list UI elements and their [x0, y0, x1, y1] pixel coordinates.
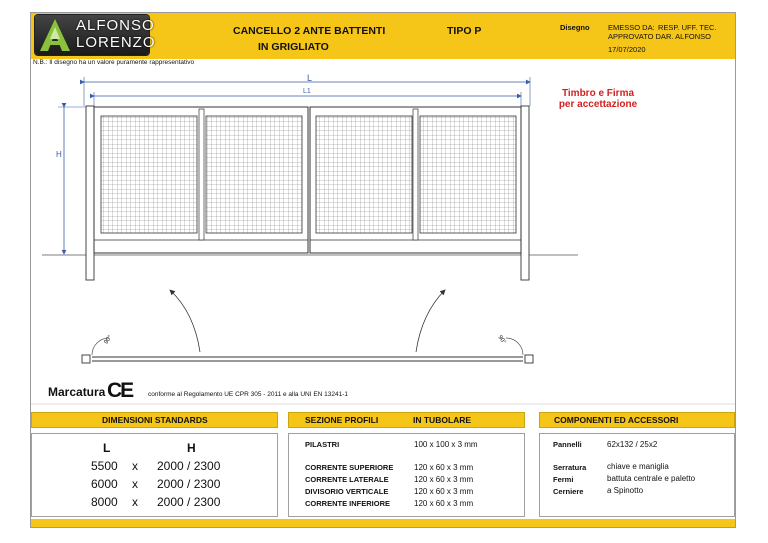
drawing-title-line-1: CANCELLO 2 ANTE BATTENTI: [233, 25, 386, 37]
dimensions-col-h: H: [187, 441, 196, 455]
profile-row-5-label: CORRENTE INFERIORE: [305, 499, 391, 508]
divider-right: [413, 109, 418, 240]
disegno-label: Disegno: [560, 23, 590, 32]
component-row-3-label: Fermi: [553, 475, 574, 484]
label-l: L: [307, 73, 313, 83]
profile-row-5-value: 120 x 60 x 3 mm: [414, 499, 474, 508]
profile-row-2-label: CORRENTE SUPERIORE: [305, 463, 394, 472]
component-row-3-value: battuta centrale e paletto: [607, 474, 696, 483]
bottom-bar: [31, 519, 735, 527]
component-row-1-value: 62x132 / 25x2: [607, 440, 658, 449]
profile-row-1-label: PILASTRI: [305, 440, 340, 449]
angle-right-label: 90°: [496, 334, 507, 346]
dimensions-panel: [31, 433, 278, 517]
dimensions-row-1-l: 5500: [91, 459, 118, 473]
dimensions-row-1-h: 2000 / 2300: [157, 459, 221, 473]
emesso-value: RESP. UFF. TEC.: [658, 23, 717, 32]
profile-row-3-label: CORRENTE LATERALE: [305, 475, 389, 484]
label-l1: L1: [303, 88, 311, 95]
stamp-line-2: per accettazione: [558, 99, 638, 110]
component-row-2-value: chiave e maniglia: [607, 462, 669, 471]
right-post: [521, 106, 529, 280]
component-row-4-label: Cerniere: [553, 487, 584, 496]
dimensions-row-2-x: x: [132, 477, 138, 491]
dimensions-row-3-x: x: [132, 495, 138, 509]
profiles-subtitle: IN TUBOLARE: [413, 415, 472, 425]
dimensions-row-2-l: 6000: [91, 477, 118, 491]
dimensions-col-l: L: [103, 441, 111, 455]
ce-mark: CE: [107, 379, 133, 402]
logo-line-2: LORENZO: [76, 34, 156, 51]
profile-row-4-label: DIVISORIO VERTICALE: [305, 487, 389, 496]
profile-row-4-value: 120 x 60 x 3 mm: [414, 487, 474, 496]
component-row-1-label: Pannelli: [553, 440, 582, 449]
divider-left: [199, 109, 204, 240]
issue-date: 17/07/2020: [608, 45, 646, 54]
dimensions-header: DIMENSIONI STANDARDS: [31, 412, 278, 428]
dimensions-row-1-x: x: [132, 459, 138, 473]
drawing-type: TIPO P: [447, 25, 482, 37]
disclaimer-note: N.B.: Il disegno ha un valore puramente rappresentativo: [33, 59, 195, 66]
dimensions-row-3-h: 2000 / 2300: [157, 495, 221, 509]
component-row-2-label: Serratura: [553, 463, 587, 472]
approvato-value: R. ALFONSO: [666, 32, 712, 41]
label-h: H: [56, 150, 62, 159]
marking-label: Marcatura: [48, 385, 106, 399]
profiles-title: SEZIONE PROFILI: [305, 415, 379, 425]
profile-row-3-value: 120 x 60 x 3 mm: [414, 475, 474, 484]
emesso-label: EMESSO DA:: [608, 23, 655, 32]
component-row-4-value: a Spinotto: [607, 486, 644, 495]
profiles-header: [288, 412, 525, 428]
plan-view: [82, 290, 533, 363]
drawing-title-line-2: IN GRIGLIATO: [258, 41, 329, 53]
profile-row-2-value: 120 x 60 x 3 mm: [414, 463, 474, 472]
angle-left-label: 90°: [103, 334, 114, 346]
conformity-text: conforme al Regolamento UE CPR 305 - 2011 e alla UNI EN 13241-1: [148, 391, 349, 398]
stamp-line-1: Timbro e Firma: [561, 88, 635, 99]
profile-row-1-value: 100 x 100 x 3 mm: [414, 440, 478, 449]
left-post: [86, 106, 94, 280]
dimensions-row-3-l: 8000: [91, 495, 118, 509]
dimensions-row-2-h: 2000 / 2300: [157, 477, 221, 491]
dimension-h: [58, 107, 90, 254]
logo-line-1: ALFONSO: [76, 17, 155, 34]
approvato-label: APPROVATO DA:: [608, 32, 669, 41]
components-header: COMPONENTI ED ACCESSORI: [539, 412, 735, 428]
